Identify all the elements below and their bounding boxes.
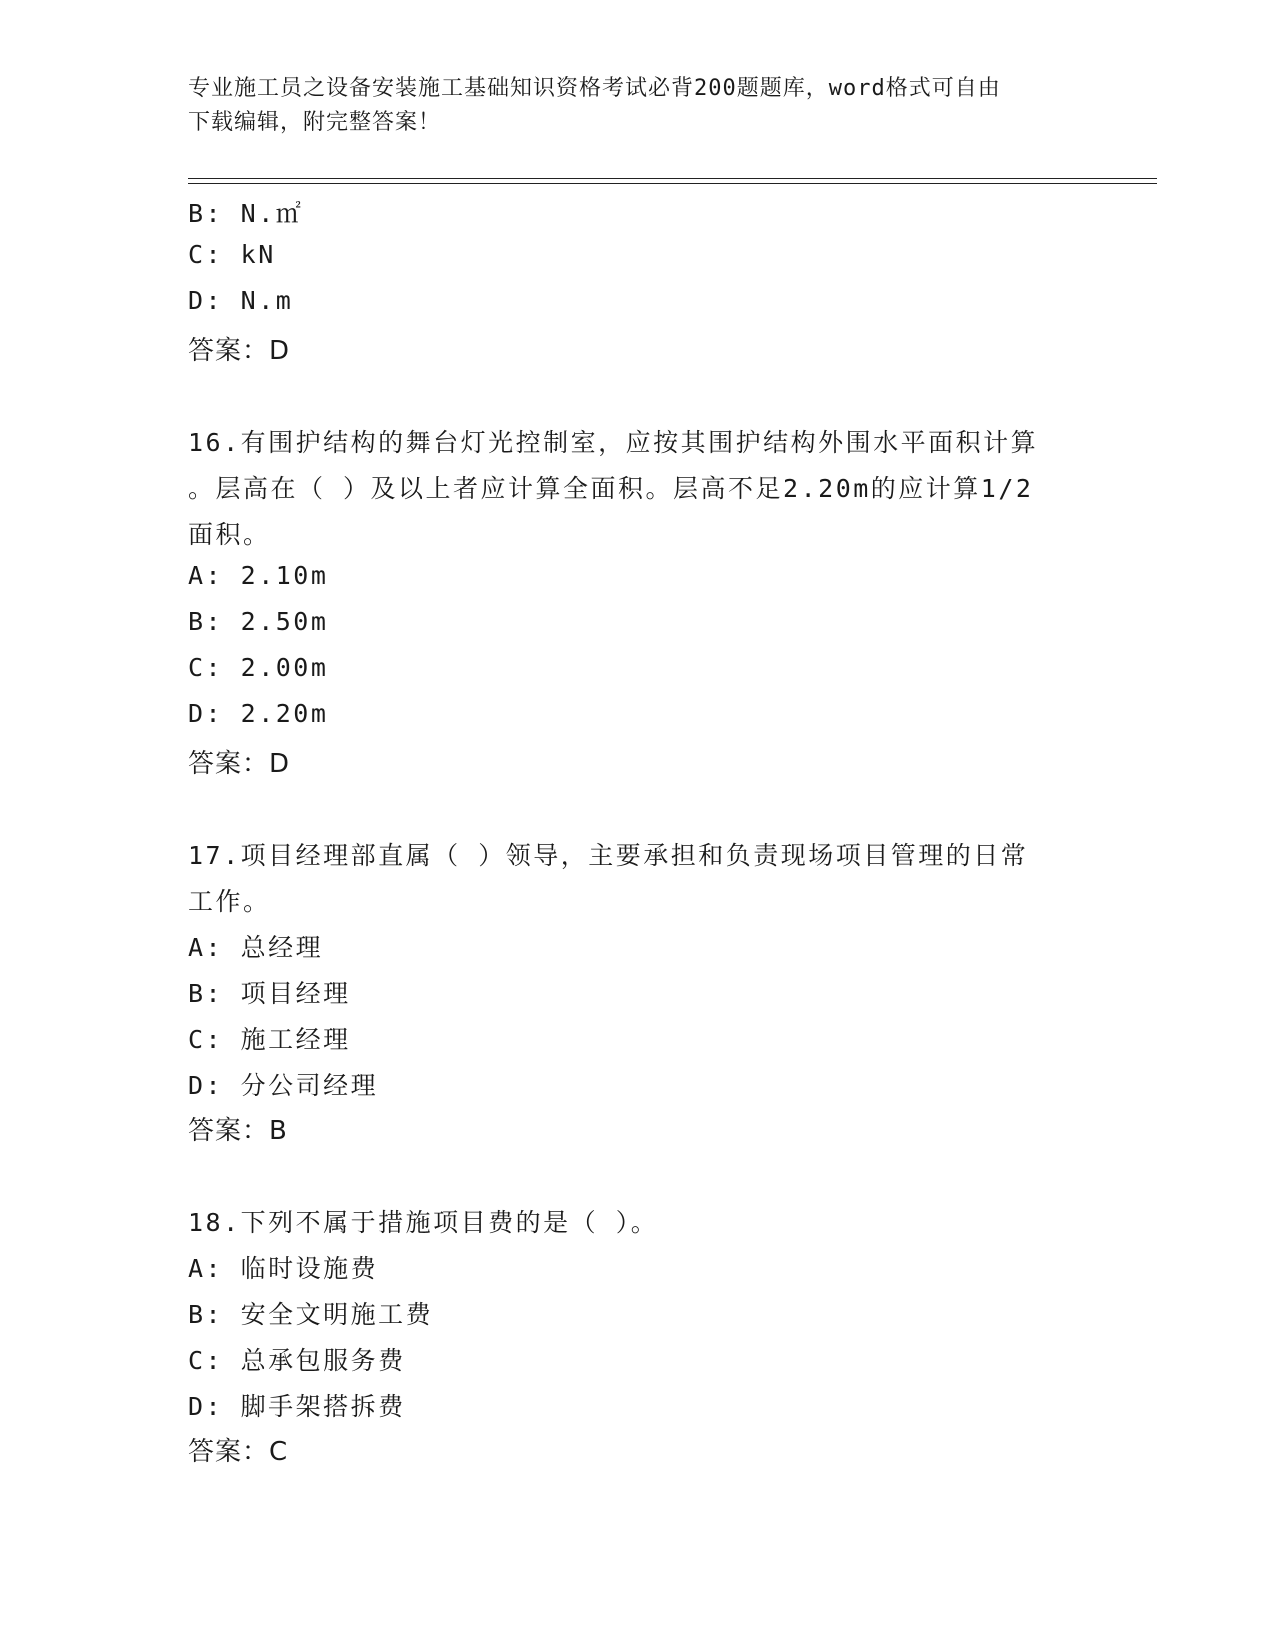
header-line-1: 专业施工员之设备安装施工基础知识资格考试必背200题题库，word格式可自由	[188, 76, 1001, 101]
q17-text-line-2: 工作。	[188, 887, 271, 916]
q17-option-c: C: 施工经理	[188, 1025, 351, 1054]
q18-option-b: B: 安全文明施工费	[188, 1300, 434, 1329]
q17-answer: 答案：B	[188, 1116, 288, 1146]
q18-option-c: C: 总承包服务费	[188, 1346, 406, 1375]
q15-option-c: C: kN	[188, 240, 276, 269]
document-header	[188, 72, 1088, 140]
q16-option-c: C: 2.00m	[188, 653, 329, 682]
q17-option-a: A: 总经理	[188, 933, 324, 962]
q17-text-line-1: 17.项目经理部直属（ ）领导，主要承担和负责现场项目管理的日常	[188, 841, 1029, 870]
q16-answer: 答案：D	[188, 749, 291, 779]
q18-text-line-1: 18.下列不属于措施项目费的是（ ）。	[188, 1208, 659, 1237]
q16-option-d: D: 2.20m	[188, 699, 329, 728]
q16-text-line-2: 。层高在（ ）及以上者应计算全面积。层高不足2.20m的应计算1/2	[188, 474, 1034, 503]
q16-option-b: B: 2.50m	[188, 607, 329, 636]
header-divider-bottom	[188, 183, 1157, 184]
q15-option-b: B: N.㎡	[188, 199, 304, 228]
q17-option-b: B: 项目经理	[188, 979, 351, 1008]
q18-option-a: A: 临时设施费	[188, 1254, 379, 1283]
q15-answer: 答案：D	[188, 336, 291, 366]
q18-answer: 答案：C	[188, 1437, 289, 1467]
q16-text-line-3: 面积。	[188, 520, 271, 549]
q16-option-a: A: 2.10m	[188, 561, 329, 590]
q16-text-line-1: 16.有围护结构的舞台灯光控制室，应按其围护结构外围水平面积计算	[188, 428, 1039, 457]
header-line-2: 下载编辑，附完整答案！	[188, 110, 442, 135]
header-divider-top	[188, 178, 1157, 179]
q17-option-d: D: 分公司经理	[188, 1071, 379, 1100]
q15-option-d: D: N.m	[188, 286, 294, 315]
q18-option-d: D: 脚手架搭拆费	[188, 1392, 406, 1421]
